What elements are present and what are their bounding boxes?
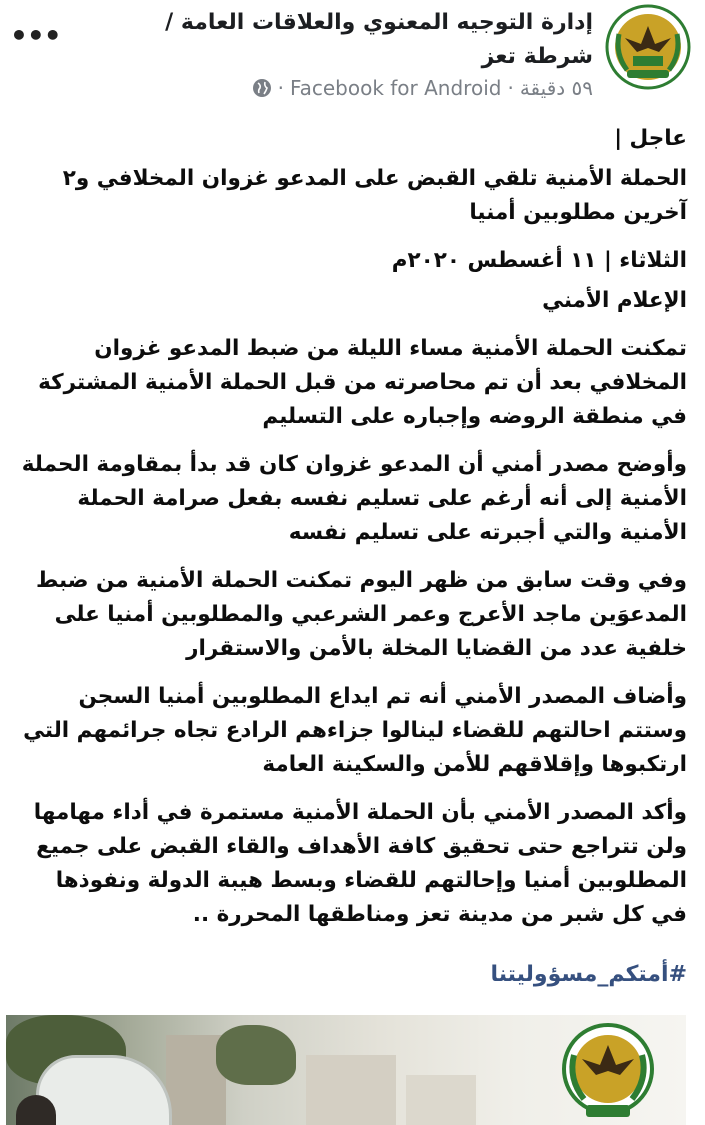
post-source: Facebook for Android: [289, 76, 502, 100]
photo-building: [406, 1075, 476, 1125]
post-paragraph: وفي وقت سابق من ظهر اليوم تمكنت الحملة الأمنية من ضبط المدعوَين ماجد الأعرج وعمر الشرعبي والمطلوبين أمنيا على خلفية عدد من القضايا المخلة بالأمن والاستقرار: [35, 568, 687, 661]
photo-building: [306, 1055, 396, 1125]
police-emblem-watermark: [560, 1019, 656, 1125]
hashtag-link[interactable]: #أمتكم_مسؤوليتنا: [490, 962, 687, 987]
post-paragraph: الحملة الأمنية تلقي القبض على المدعو غزوان المخلافي و٢ آخرين مطلوبين أمنيا: [62, 166, 687, 225]
post-paragraph: الثلاثاء | ١١ أغسطس ٢٠٢٠م: [391, 248, 687, 273]
post-paragraph: وأكد المصدر الأمني بأن الحملة الأمنية مستمرة في أداء مهامها ولن تتراجع حتى تحقيق كافة الأهداف والقاء القبض على جميع المطلوبين أمنيا وإحالتهم للقضاء وبسط هيبة الدولة ونفوذها في كل شبر من مدينة تعز ومناطقها المحررة ..: [33, 800, 687, 927]
meta-separator-2: ·: [277, 76, 284, 100]
post-meta: [252, 76, 593, 100]
post-paragraph: وأوضح مصدر أمني أن المدعو غزوان كان قد بدأ بمقاومة الحملة الأمنية إلى أنه أرغم على تسليم نفسه بفعل صرامة الحملة الأمنية والتي أجبرته على تسليم نفسه: [21, 452, 687, 545]
post-body: [19, 122, 687, 946]
post-header: [0, 0, 705, 112]
post-paragraph: عاجل |: [614, 126, 687, 151]
post-photo[interactable]: [6, 1015, 686, 1125]
post-paragraph: وأضاف المصدر الأمني أنه تم ايداع المطلوبين أمنيا السجن وستتم احالتهم للقضاء لينالوا جزاءهم الرادع تجاه جرائمهم التي ارتكبوها وإقلاقهم للأمن والسكينة العامة: [23, 684, 687, 777]
post-time[interactable]: ٥٩ دقيقة: [519, 76, 593, 100]
police-emblem-avatar[interactable]: [605, 4, 691, 90]
photo-car: [36, 1055, 172, 1125]
page-name-link[interactable]: إدارة التوجيه المعنوي والعلاقات العامة /شرطة تعز: [165, 10, 593, 69]
post-paragraph: تمكنت الحملة الأمنية مساء الليلة من ضبط المدعو غزوان المخلافي بعد أن تم محاصرته من قبل الحملة الأمنية المشتركة في منطقة الروضه وإجباره على التسليم: [38, 336, 687, 429]
globe-icon: [252, 78, 272, 98]
post-paragraph: الإعلام الأمني: [542, 288, 687, 313]
photo-tree: [216, 1025, 296, 1085]
meta-separator: ·: [507, 76, 514, 100]
more-options-button[interactable]: •••: [10, 19, 61, 52]
